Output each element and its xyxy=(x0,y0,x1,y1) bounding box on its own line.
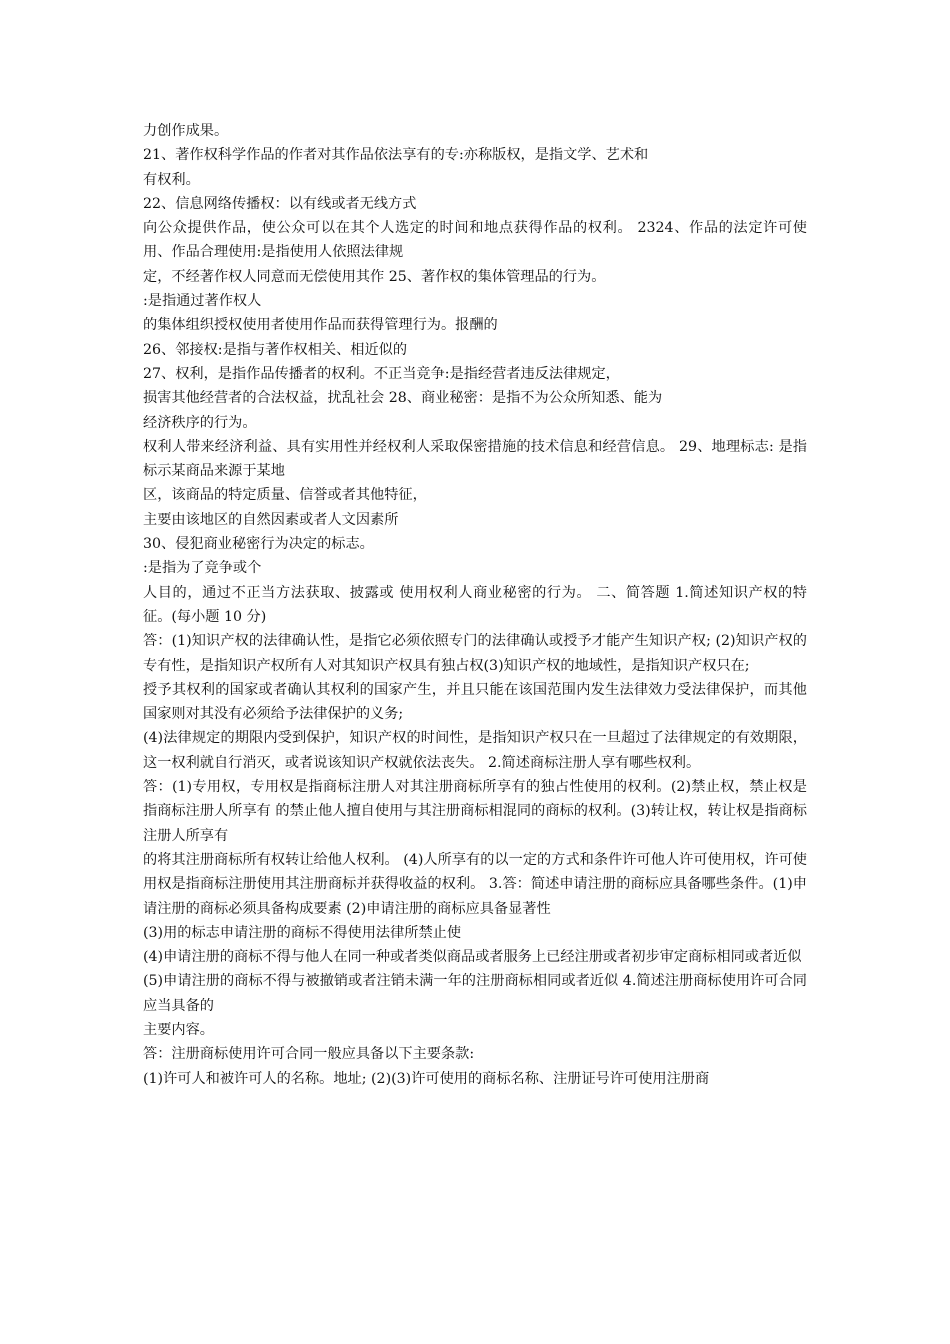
paragraph-22: 答：(1)专用权，专用权是指商标注册人对其注册商标所享有的独占性使用的权利。(2)禁止权，禁止权是指商标注册人所享有 的禁止他人擅自使用与其注册商标相混同的商标的权利。(3)转让权，转让权是指商标注册人所享有 xyxy=(143,779,807,844)
paragraph-12: 经济秩序的行为。 xyxy=(143,414,257,431)
paragraph-10: 27、权利，是指作品传播者的权利。不正当竞争:是指经营者违反法律规定， xyxy=(143,365,620,382)
paragraph-14: 区，该商品的特定质量、信誉或者其他特征， xyxy=(143,487,427,504)
paragraph-29: (1)许可人和被许可人的名称。地址; (2)(3)许可使用的商标名称、注册证号许可使用注册商 xyxy=(143,1070,710,1087)
paragraph-17: :是指为了竞争或个 xyxy=(143,560,262,577)
paragraph-13: 权利人带来经济利益、具有实用性并经权利人采取保密措施的技术信息和经营信息。 29、地理标志: 是指标示某商品来源于某地 xyxy=(143,438,807,480)
paragraph-18: 人目的，通过不正当方法获取、披露或 使用权利人商业秘密的行为。 二、简答题 1.简述知识产权的特征。(每小题 10 分) xyxy=(143,584,807,625)
paragraph-23: 的将其注册商标所有权转让给他人权利。 (4)人所享有的以一定的方式和条件许可他人许可使用权，许可使用权是指商标注册使用其注册商标并获得收益的权利。 3.答：简述申请注册的商标应具备哪些条件。(1)申请注册的商标必须具备构成要素 (2)申请注册的商标应具备显著性 xyxy=(143,851,807,917)
paragraph-16: 30、侵犯商业秘密行为决定的标志。 xyxy=(143,536,374,553)
document-body xyxy=(143,119,807,1091)
paragraph-24: (3)用的标志申请注册的商标不得使用法律所禁止使 xyxy=(143,924,462,941)
paragraph-8: 的集体组织授权使用者使用作品而获得管理行为。报酬的 xyxy=(143,317,498,334)
paragraph-21: (4)法律规定的期限内受到保护，知识产权的时间性，是指知识产权只在一旦超过了法律规定的有效期限，这一权利就自行消灭，或者说该知识产权就依法丧失。 2.简述商标注册人享有哪些权利。 xyxy=(143,730,807,771)
paragraph-7: :是指通过著作权人 xyxy=(143,293,262,310)
paragraph-9: 26、邻接权:是指与著作权相关、相近似的 xyxy=(143,341,408,358)
paragraph-19: 答：(1)知识产权的法律确认性，是指它必须依照专门的法律确认或授予才能产生知识产权; (2)知识产权的专有性，是指知识产权所有人对其知识产权具有独占权(3)知识产权的地域性，是指知识产权只在; xyxy=(143,633,807,674)
paragraph-25: (4)申请注册的商标不得与他人在同一种或者类似商品或者服务上已经注册或者初步审定商标相同或者近似 xyxy=(143,949,802,966)
paragraph-2: 21、著作权科学作品的作者对其作品依法享有的专:亦称版权，是指文学、艺术和 xyxy=(143,147,649,164)
paragraph-27: 主要内容。 xyxy=(143,1021,214,1038)
paragraph-15: 主要由该地区的自然因素或者人文因素所 xyxy=(143,511,399,528)
paragraph-6: 定，不经著作权人同意而无偿使用其作 25、著作权的集体管理品的行为。 xyxy=(143,268,606,285)
paragraph-28: 答：注册商标使用许可合同一般应具备以下主要条款: xyxy=(143,1046,475,1063)
paragraph-5: 向公众提供作品，使公众可以在其个人选定的时间和地点获得作品的权利。 2324、作品的法定许可使用、作品合理使用:是指使用人依照法律规 xyxy=(143,220,807,261)
paragraph-3: 有权利。 xyxy=(143,171,200,188)
paragraph-1: 力创作成果。 xyxy=(143,123,229,139)
paragraph-4: 22、信息网络传播权：以有线或者无线方式 xyxy=(143,195,417,212)
paragraph-20: 授予其权利的国家或者确认其权利的国家产生，并且只能在该国范围内发生法律效力受法律保护，而其他国家则对其没有必须给予法律保护的义务; xyxy=(143,681,807,723)
paragraph-11: 损害其他经营者的合法权益，扰乱社会 28、商业秘密：是指不为公众所知悉、能为 xyxy=(143,390,663,407)
paragraph-26: (5)申请注册的商标不得与被撤销或者注销未满一年的注册商标相同或者近似 4.简述注册商标使用许可合同应当具备的 xyxy=(143,973,807,1014)
